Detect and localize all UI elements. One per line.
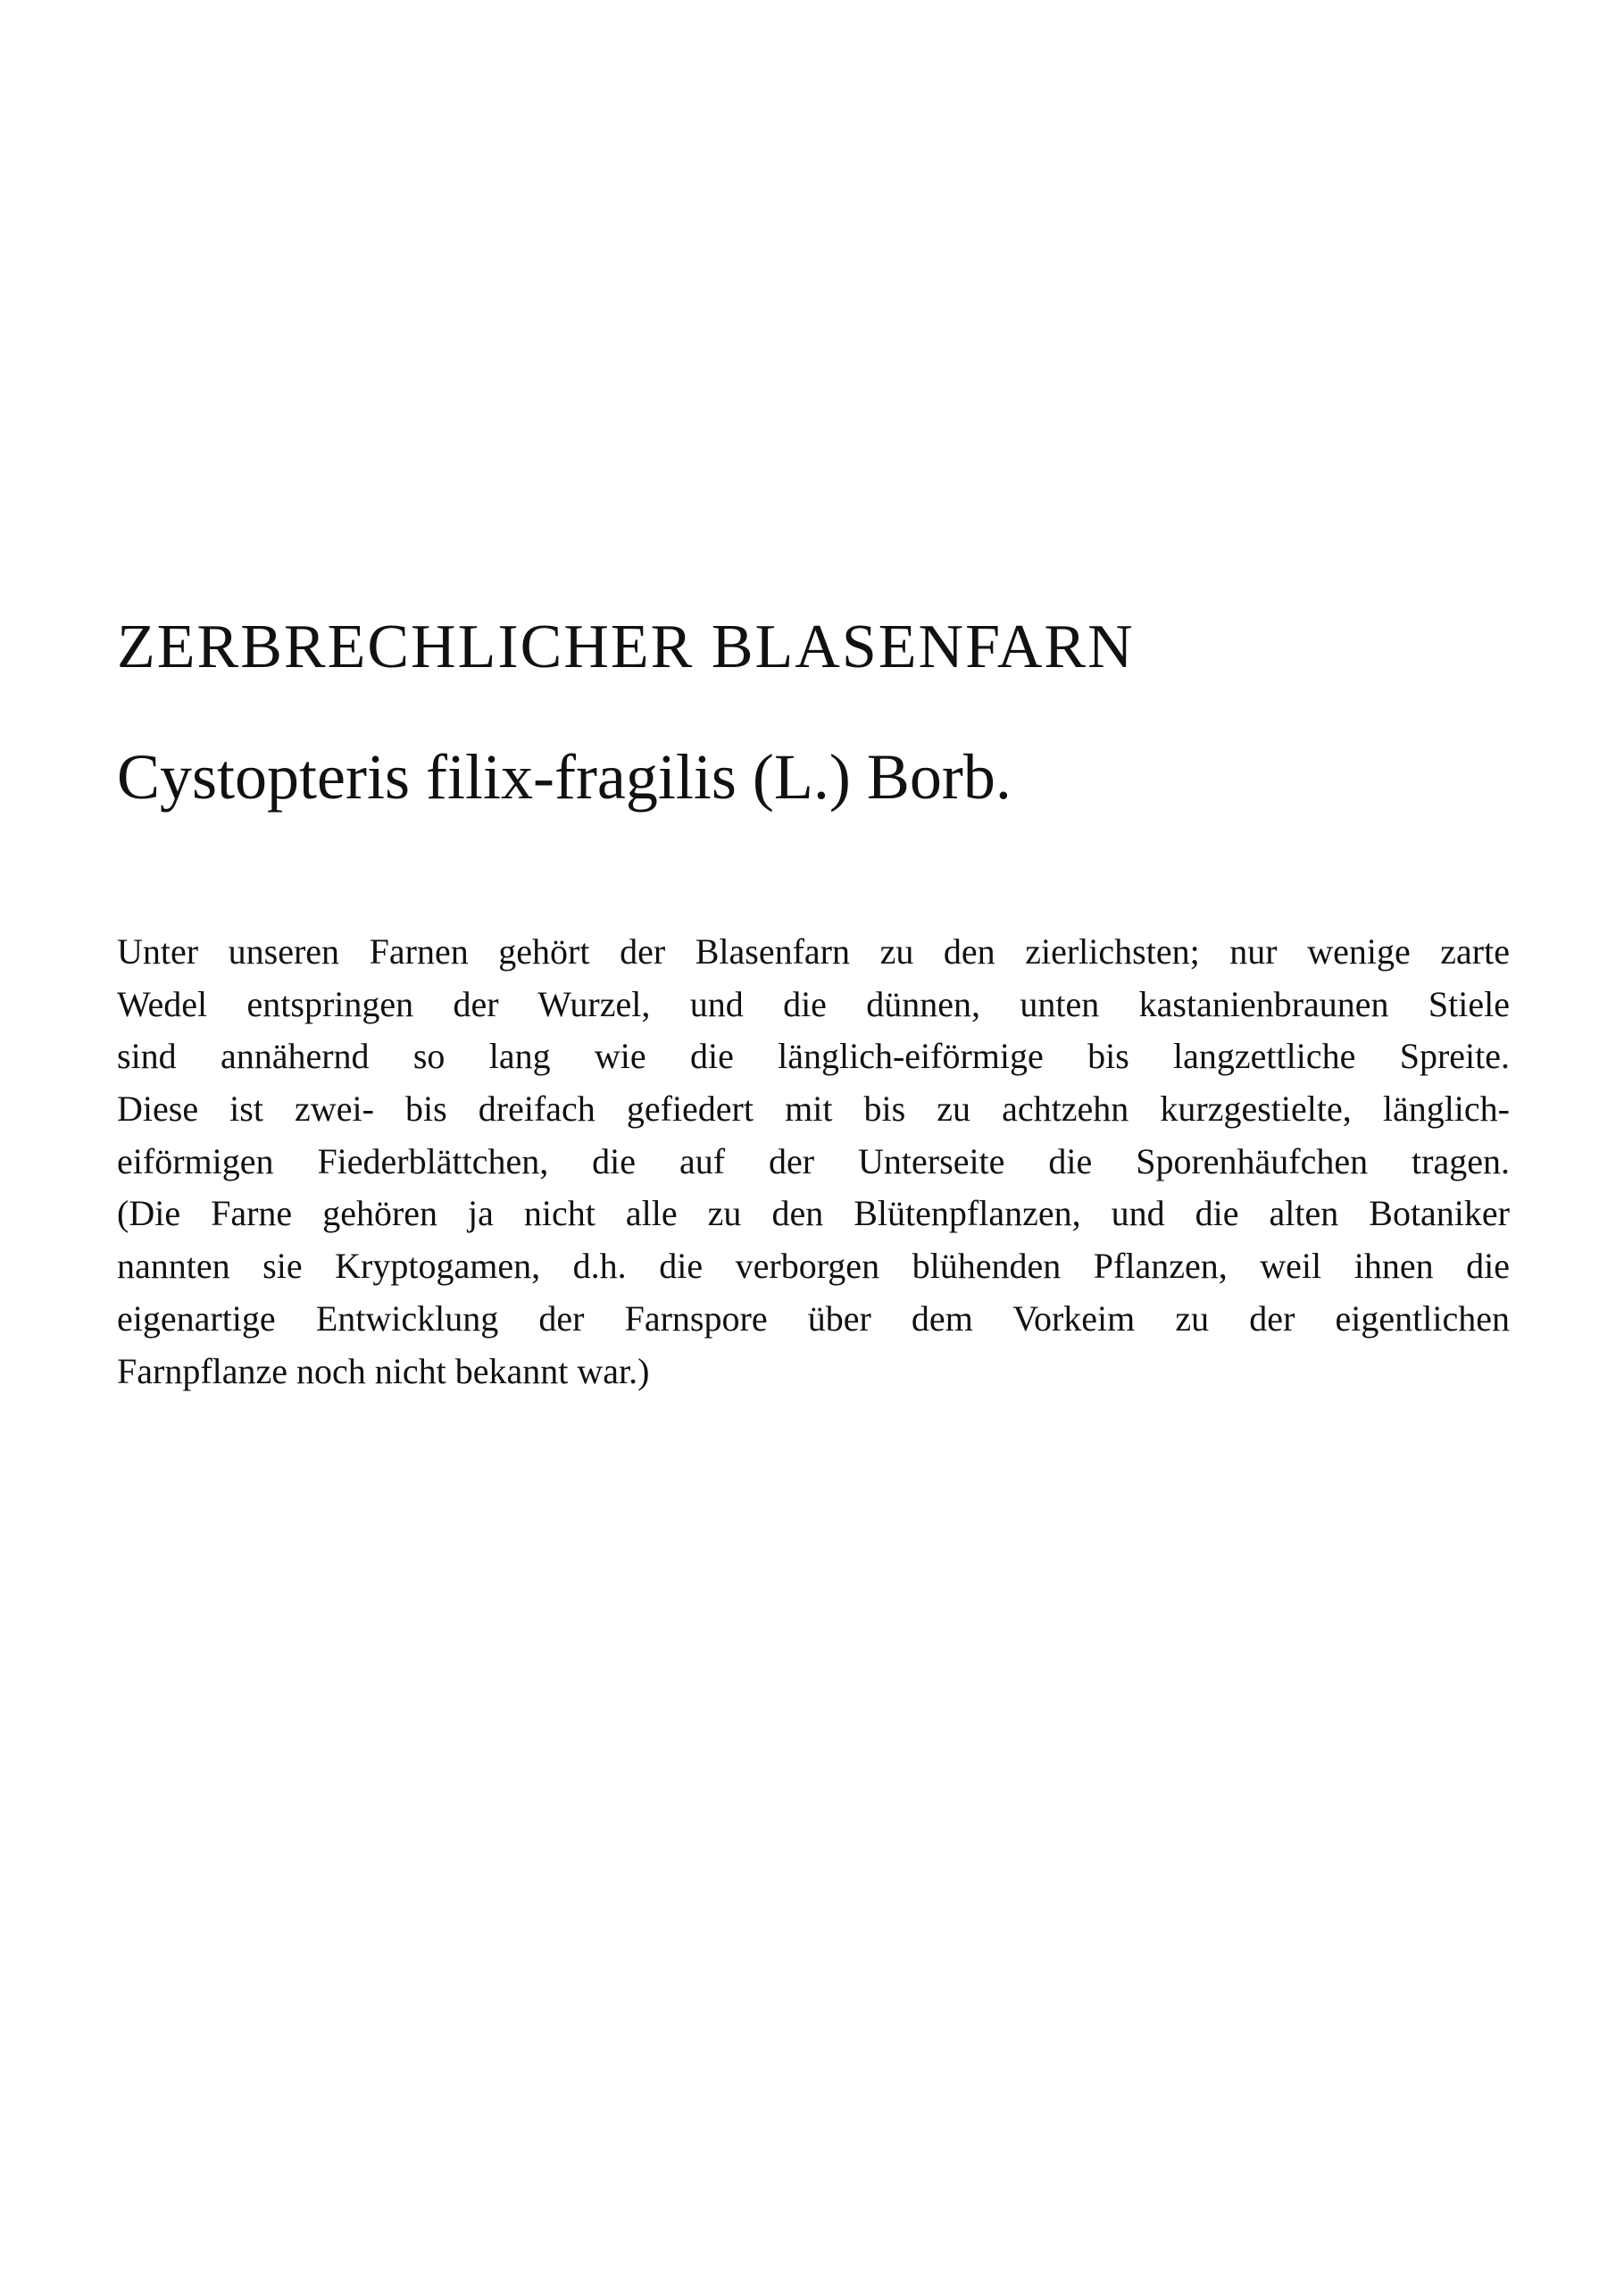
body-line: sind annähernd so lang wie die länglich-eiförmige bis langzettliche Spreite. — [117, 1036, 1510, 1077]
body-line: Farnpflanze noch nicht bekannt war.) — [117, 1350, 650, 1391]
body-line: nannten sie Kryptogamen, d.h. die verborgen blühenden Pflanzen, weil ihnen die — [117, 1246, 1510, 1287]
body-line: Unter unseren Farnen gehört der Blasenfarn zu den zierlichsten; nur wenige zarte — [117, 931, 1510, 972]
document-title: ZERBRECHLICHER BLASENFARN — [117, 613, 1135, 681]
document-content — [117, 607, 1510, 1398]
latin-name: Cystopteris filix-fragilis (L.) Borb. — [117, 741, 1012, 813]
body-line: (Die Farne gehören ja nicht alle zu den Blütenpflanzen, und die alten Botaniker — [117, 1193, 1510, 1234]
body-paragraph — [117, 926, 1510, 1398]
body-line: eigenartige Entwicklung der Farnspore über dem Vorkeim zu der eigentlichen — [117, 1298, 1510, 1339]
body-line: eiförmigen Fiederblättchen, die auf der Unterseite die Sporenhäufchen tragen. — [117, 1140, 1510, 1181]
body-line: Wedel entspringen der Wurzel, und die dünnen, unten kastanienbraunen Stiele — [117, 983, 1510, 1024]
body-line: Diese ist zwei- bis dreifach gefiedert mit bis zu achtzehn kurzgestielte, länglich- — [117, 1089, 1510, 1130]
